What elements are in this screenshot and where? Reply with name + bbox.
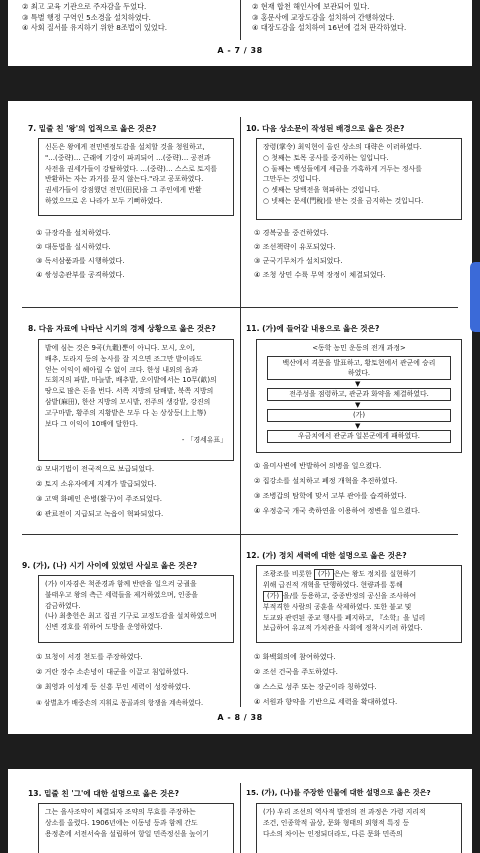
q11-option-2[interactable]: ② 집강소를 설치하고 폐정 개혁을 추진하였다. — [254, 476, 398, 485]
source-line: "…(중략)… 근래에 기강이 파괴되어 …(중략)… 공전과 — [45, 153, 211, 162]
question-12-title: 12. (가) 정치 세력에 대한 설명으로 옳은 것은? — [246, 551, 407, 560]
q9-option-2[interactable]: ② 거란 장수 소손녕이 대군을 이끌고 침입하였다. — [36, 667, 189, 676]
q11-option-1[interactable]: ① 을미사변에 반발하여 의병을 일으켰다. — [254, 461, 382, 470]
q6-options-left — [22, 2, 236, 34]
flow-step-1: 백산에서 격문을 발표하고, 황토현에서 관군에 승리하였다. — [267, 356, 451, 380]
source-line: 조광조를 비롯한 (가) 은/는 왕도 정치를 실현하기 — [263, 570, 417, 578]
page-9-top — [8, 769, 472, 853]
source-line: 사전을 권세가들이 강탈하였다. …(중략)… 스스로 토지를 — [45, 164, 218, 173]
source-line: 그만두는 것입니다. — [263, 175, 321, 184]
blank-tag: (가) — [314, 569, 334, 580]
q11-option-3[interactable]: ③ 조병갑의 탐학에 맞서 고부 관아를 습격하였다. — [254, 491, 407, 500]
q12-option-3[interactable]: ③ 스스로 성주 또는 장군이라 칭하였다. — [254, 682, 377, 691]
q7-option-3[interactable]: ③ 독서삼품과를 시행하였다. — [36, 256, 125, 265]
flow-step-4: 우금치에서 관군과 일본군에게 패하였다. — [267, 430, 451, 443]
question-9-title: 9. (가), (나) 시기 사이에 있었던 사실로 옳은 것은? — [22, 561, 198, 570]
source-line: 보급하여 유교적 가치관을 사회에 정착시키려 하였다. — [263, 624, 423, 633]
source-line: 조건, 인종학적 골상, 문화 형태의 외형적 특징 등 — [263, 818, 410, 827]
q8-option-1[interactable]: ① 모내기법이 전국적으로 보급되었다. — [36, 464, 155, 473]
scrollbar-thumb[interactable] — [470, 262, 480, 332]
source-line: 밭에 심는 것은 9곡(九穀)뿐이 아니다. 모시, 오이, — [45, 344, 195, 352]
flow-step-2: 전주성을 점령하고, 관군과 화약을 체결하였다. — [267, 388, 451, 401]
q9-option-3[interactable]: ③ 최영과 이성계 등 신흥 무인 세력이 성장하였다. — [36, 682, 191, 691]
source-line: (가) 우리 조선의 역사적 발전의 전 과정은 가령 지리적 — [263, 808, 426, 816]
column-divider — [240, 117, 241, 707]
q12-option-2[interactable]: ② 조선 건국을 주도하였다. — [254, 667, 338, 676]
source-line: 배추, 도라지 등의 농사를 잘 지으면 조그만 밭이라도 — [45, 354, 203, 363]
row-divider — [22, 534, 458, 535]
down-arrow-icon: ▼ — [355, 401, 361, 409]
source-line: 신변 경호를 위하여 도방을 운영하였다. — [45, 623, 163, 632]
source-line: 도회지의 파밭, 마늘밭, 배추밭, 오이밭에서는 10무(畝)의 — [45, 376, 217, 385]
source-line: 그는 을사조약이 체결되자 조약의 무효를 주장하는 — [45, 808, 196, 816]
source-line: 감금하였다. — [45, 601, 81, 610]
q10-option-4[interactable]: ④ 조청 상민 수륙 무역 장정이 체결되었다. — [254, 270, 386, 279]
question-13-source-box — [38, 803, 234, 853]
question-9-source-box — [38, 575, 234, 643]
row-divider — [22, 307, 458, 308]
source-line: 신돈은 왕에게 전민변정도감을 설치할 것을 청원하고, — [45, 143, 205, 151]
page-footer: A - 8 / 38 — [217, 713, 263, 722]
q-options-right — [252, 2, 466, 34]
flow-title: <동학 농민 운동의 전개 과정> — [312, 344, 406, 352]
q7-option-2[interactable]: ② 대동법을 실시하였다. — [36, 242, 111, 251]
page-7-bottom — [8, 0, 472, 66]
column-divider — [240, 783, 241, 853]
option-4[interactable]: ④ 대장도감을 설치하여 16년에 걸쳐 판각하였다. — [252, 23, 407, 32]
question-8-source-box — [38, 339, 234, 461]
source-line: ○ 셋째는 당백전을 혁파하는 것입니다. — [263, 186, 380, 195]
option-3[interactable]: ③ 특별 행정 구역인 5소경을 설치하였다. — [22, 12, 151, 22]
source-line: 부적격한 사람의 공훈을 삭제하였다. 또한 불교 및 — [263, 602, 412, 611]
question-7-source-box — [38, 138, 234, 216]
question-8-title: 8. 다음 자료에 나타난 시기의 경제 상황으로 옳은 것은? — [28, 324, 216, 333]
q7-option-4[interactable]: ④ 쌍성총관부를 공격하였다. — [36, 270, 125, 279]
flow-step-blank: (가) — [267, 409, 451, 422]
source-line: 상소를 올렸다. 1906년에는 이동녕 등과 함께 간도 — [45, 818, 198, 827]
q10-option-1[interactable]: ① 경복궁을 중건하였다. — [254, 228, 329, 237]
down-arrow-icon: ▼ — [355, 380, 361, 388]
option-2[interactable]: ② 최고 교육 기관으로 주자감을 두었다. — [22, 2, 147, 11]
source-line: (가) 을/를 등용하고, 중종반정의 공신을 조사하여 — [263, 591, 455, 602]
source-line: ○ 넷째는 문세(門稅)를 받는 것을 금지하는 것입니다. — [263, 196, 424, 205]
q12-option-1[interactable]: ① 화백회의에 참여하였다. — [254, 652, 336, 661]
q9-option-1[interactable]: ① 묘청이 서경 천도를 주장하였다. — [36, 652, 143, 661]
q9-option-4[interactable]: ④ 삼별초가 배중손의 지휘로 몽골과의 항쟁을 계속하였다. — [36, 699, 204, 707]
source-line: 도교와 관련된 종교 행사를 폐지하고, 『소학』을 널리 — [263, 613, 426, 622]
question-12-source-box — [256, 565, 462, 643]
question-10-source-box — [256, 138, 462, 220]
source-line: (가) 이자겸은 척준경과 함께 반란을 일으켜 궁궐을 — [45, 580, 197, 588]
source-line: ○ 첫째는 토목 공사를 중지하는 일입니다. — [263, 153, 389, 162]
source-line: 반환하는 자는 과거를 묻지 않는다."라고 공포하였다. — [45, 175, 204, 184]
question-7-title: 7. 밑줄 친 '왕'의 업적으로 옳은 것은? — [28, 124, 157, 133]
source-line: 불태우고 왕의 측근 세력들을 제거하였으며, 인종을 — [45, 590, 198, 599]
question-15-title: 15. (가), (나)를 주장한 인물에 대한 설명으로 옳은 것은? — [246, 788, 431, 797]
source-line: 고구마밭, 황주의 지황밭은 모두 다 논 상상등(上上等) — [45, 408, 207, 417]
question-13-title: 13. 밑줄 친 '그'에 대한 설명으로 옳은 것은? — [28, 789, 180, 798]
source-line: ○ 둘째는 백성들에게 세금을 가혹하게 거두는 정사를 — [263, 164, 422, 173]
source-line: 권세가들이 강점했던 전민(田民)을 그 주인에게 반환 — [45, 186, 202, 195]
option-2[interactable]: ② 현재 합천 해인사에 보관되어 있다. — [252, 2, 370, 11]
page-8 — [8, 101, 472, 734]
source-line: 땅으로 많은 돈을 번다. 서쪽 지방의 담배밭, 북쪽 지방의 — [45, 387, 214, 396]
q10-option-2[interactable]: ② 조선책략이 유포되었다. — [254, 242, 336, 251]
question-11-flow-box — [256, 339, 462, 453]
q8-option-2[interactable]: ② 토지 소유자에게 지계가 발급되었다. — [36, 479, 157, 488]
q12-option-4[interactable]: ④ 서원과 향약을 기반으로 세력을 확대하였다. — [254, 697, 398, 706]
option-3[interactable]: ③ 홍문사에 교장도감을 설치하여 간행하였다. — [252, 12, 395, 22]
page-footer: A - 7 / 38 — [217, 46, 263, 55]
source-citation: - 「경세유표」 — [181, 436, 227, 445]
option-4[interactable]: ④ 사회 질서를 유지하기 위한 8조법이 있었다. — [22, 23, 168, 32]
source-line: 다소의 차이는 인정되더라도, 다른 문화 민족의 — [263, 829, 403, 838]
source-line: 얻는 이익이 헤아릴 수 없이 크다. 한성 내외의 읍과 — [45, 365, 198, 374]
q10-option-3[interactable]: ③ 군국기무처가 설치되었다. — [254, 256, 343, 265]
q7-option-1[interactable]: ① 규장각을 설치하였다. — [36, 228, 111, 237]
q11-option-4[interactable]: ④ 우정총국 개국 축하연을 이용하여 정변을 일으켰다. — [254, 506, 421, 515]
q8-option-4[interactable]: ④ 관료전이 지급되고 녹읍이 혁파되었다. — [36, 509, 164, 518]
q8-option-3[interactable]: ③ 고액 화폐인 은병(활구)이 주조되었다. — [36, 494, 162, 503]
question-10-title: 10. 다음 상소문이 작성된 배경으로 옳은 것은? — [246, 124, 405, 133]
blank-tag: (가) — [263, 591, 283, 602]
question-11-title: 11. (가)에 들어갈 내용으로 옳은 것은? — [246, 324, 380, 333]
question-15-source-box — [256, 803, 462, 853]
source-line: (나) 최충헌은 최고 집권 기구로 교정도감을 설치하였으며 — [45, 612, 217, 621]
source-line: 장령(掌令) 최익현이 올린 상소의 대략은 이러하였다. — [263, 143, 422, 151]
source-line: 용정촌에 서전서숙을 설립하여 항일 민족정신을 높이기 — [45, 829, 210, 838]
source-line: 하였으므로 온 나라가 모두 기뻐하였다. — [45, 196, 163, 205]
source-line: 삼밭(麻田), 한산 지방의 모시밭, 전주의 생강밭, 강진의 — [45, 397, 211, 406]
down-arrow-icon: ▼ — [355, 422, 361, 430]
source-line: 보다 그 이익이 10배에 달한다. — [45, 419, 138, 428]
column-divider — [240, 0, 241, 40]
source-line: 위해 급진적 개혁을 단행하였다. 현량과를 통해 — [263, 581, 403, 589]
